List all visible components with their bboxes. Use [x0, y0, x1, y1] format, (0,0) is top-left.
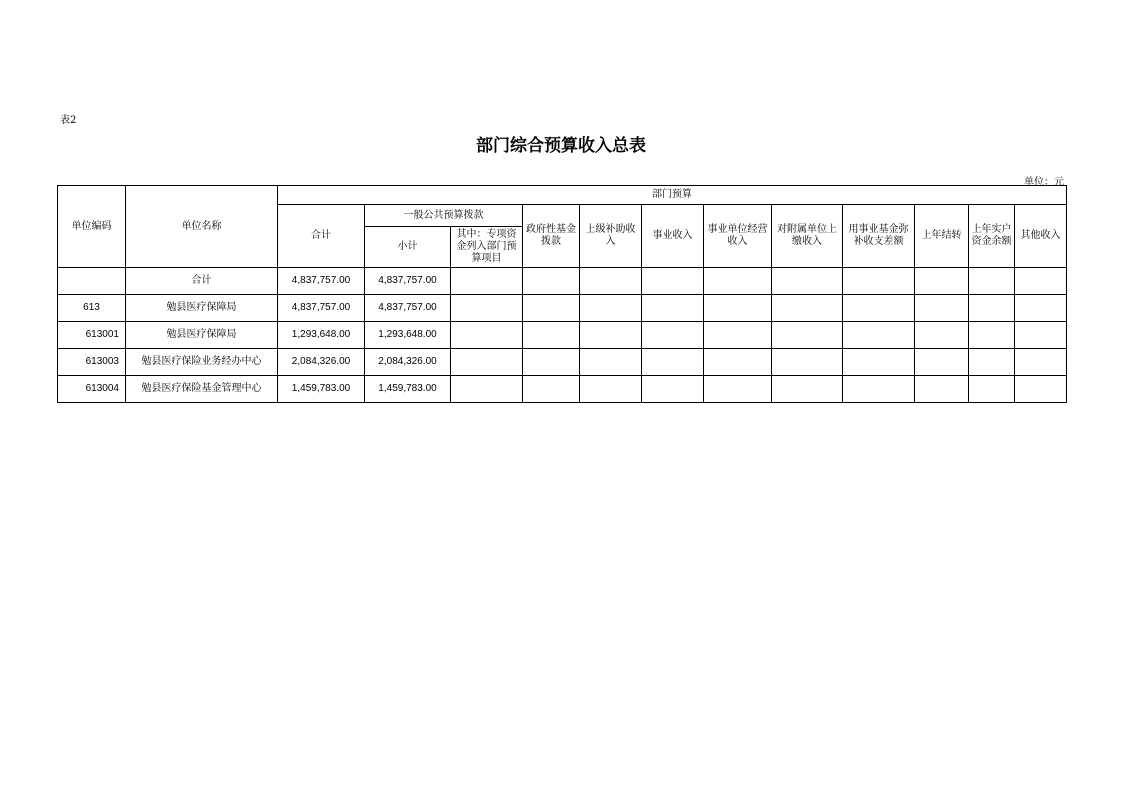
header-carryover: 上年结转: [915, 205, 969, 268]
cell-total: 4,837,757.00: [278, 268, 365, 295]
cell-subtotal: 4,837,757.00: [365, 268, 451, 295]
cell-subtotal: 1,459,783.00: [365, 376, 451, 403]
cell-code: 613003: [58, 349, 126, 376]
cell-total: 1,293,648.00: [278, 322, 365, 349]
cell-subtotal: 4,837,757.00: [365, 295, 451, 322]
cell-subtotal: 1,293,648.00: [365, 322, 451, 349]
table-row-total: [58, 268, 1067, 295]
unit-label: 单位：元: [1024, 177, 1064, 188]
cell-code: 613004: [58, 376, 126, 403]
header-special-funds: 其中：专项资金列入部门预算项目: [451, 227, 523, 268]
cell-code: 613001: [58, 322, 126, 349]
cell-name: 勉县医疗保障局: [126, 295, 278, 322]
cell-code: 613: [58, 295, 126, 322]
header-superior-subsidy: 上级补助收入: [580, 205, 642, 268]
cell-name: 勉县医疗保险基金管理中心: [126, 376, 278, 403]
cell-name: 合计: [126, 268, 278, 295]
cell-total: 2,084,326.00: [278, 349, 365, 376]
header-subtotal: 小计: [365, 227, 451, 268]
header-fund-offset: 用事业基金弥补收支差额: [843, 205, 915, 268]
page-title: 部门综合预算收入总表: [476, 136, 646, 156]
header-unit-code: 单位编码: [58, 186, 126, 268]
table-row: [58, 349, 1067, 376]
header-business-income: 事业收入: [642, 205, 704, 268]
header-operating-income: 事业单位经营收入: [704, 205, 772, 268]
table-row: [58, 322, 1067, 349]
header-total: 合计: [278, 205, 365, 268]
cell-code: [58, 268, 126, 295]
table-row: [58, 295, 1067, 322]
header-realized-balance: 上年实户资金余额: [969, 205, 1015, 268]
cell-total: 4,837,757.00: [278, 295, 365, 322]
cell-name: 勉县医疗保险业务经办中心: [126, 349, 278, 376]
cell-total: 1,459,783.00: [278, 376, 365, 403]
cell-subtotal: 2,084,326.00: [365, 349, 451, 376]
cell-name: 勉县医疗保障局: [126, 322, 278, 349]
header-dept-budget: 部门预算: [278, 186, 1067, 205]
header-affiliated-income: 对附属单位上缴收入: [772, 205, 843, 268]
table-row: [58, 376, 1067, 403]
header-unit-name: 单位名称: [126, 186, 278, 268]
budget-income-table: [57, 185, 1067, 403]
header-gov-fund: 政府性基金拨款: [523, 205, 580, 268]
table-number: 表2: [60, 115, 77, 126]
header-general-public: 一般公共预算拨款: [365, 205, 523, 227]
header-other-income: 其他收入: [1015, 205, 1067, 268]
